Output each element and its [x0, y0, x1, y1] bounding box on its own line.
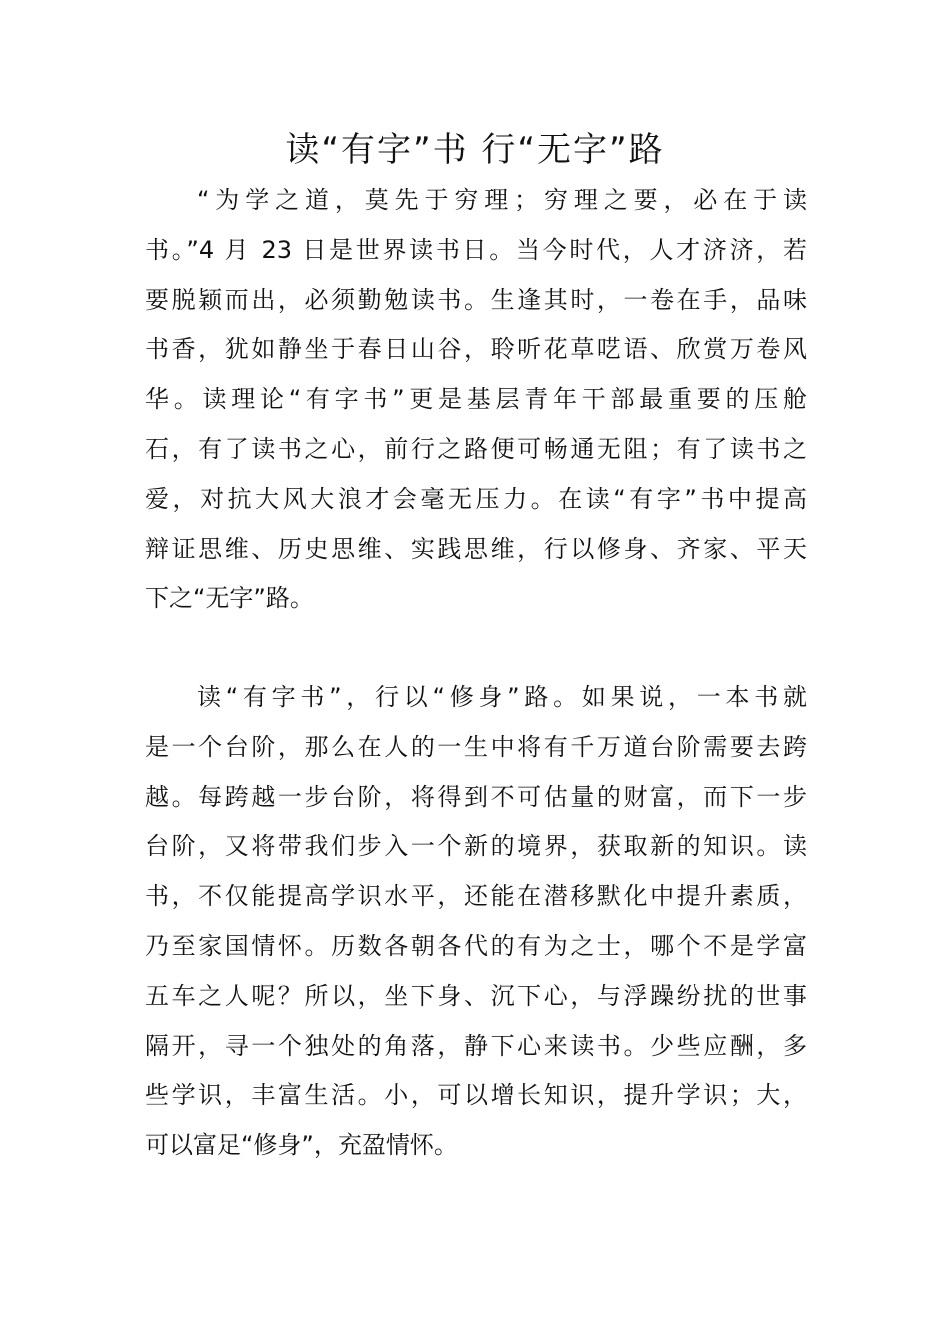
text-line: 爱，对抗大风大浪才会毫无压力。在读“有字”书中提高 — [145, 484, 807, 513]
text-line: 书。”4 月 23 日是世界读书日。当今时代，人才济济，若 — [145, 235, 807, 264]
text-line: 可以富足“修身”，充盈情怀。 — [145, 1131, 458, 1160]
text-line: 下之“无字”路。 — [145, 584, 314, 613]
text-line: 五车之人呢？所以，坐下身、沉下心，与浮躁纷扰的世事 — [145, 981, 807, 1010]
text-line: “为学之道，莫先于穷理；穷理之要，必在于读 — [197, 186, 807, 214]
paragraph-1 — [145, 176, 807, 624]
text-line: 书香，犹如静坐于春日山谷，聆听花草呓语、欣赏万卷风 — [145, 335, 807, 364]
text-line: 书，不仅能提高学识水平，还能在潜移默化中提升素质， — [145, 882, 807, 911]
document-title: 读“有字”书 行“无字”路 — [285, 130, 665, 170]
text-line: 台阶，又将带我们步入一个新的境界，获取新的知识。读 — [145, 832, 807, 861]
paragraph-2 — [145, 673, 807, 1171]
text-line: 乃至家国情怀。历数各朝各代的有为之士，哪个不是学富 — [145, 931, 807, 960]
text-line: 辩证思维、历史思维、实践思维，行以修身、齐家、平天 — [145, 534, 807, 563]
text-line: 读“有字书”，行以“修身”路。如果说，一本书就 — [197, 683, 807, 711]
text-line: 要脱颖而出，必须勤勉读书。生逢其时，一卷在手，品味 — [145, 285, 807, 314]
text-line: 些学识，丰富生活。小，可以增长知识，提升学识；大， — [145, 1081, 807, 1110]
text-line: 越。每跨越一步台阶，将得到不可估量的财富，而下一步 — [145, 782, 807, 811]
text-line: 华。读理论“有字书”更是基层青年干部最重要的压舱 — [145, 385, 807, 414]
text-line: 隔开，寻一个独处的角落，静下心来读书。少些应酬，多 — [145, 1031, 807, 1060]
text-line: 石，有了读书之心，前行之路便可畅通无阻；有了读书之 — [145, 434, 807, 463]
text-line: 是一个台阶，那么在人的一生中将有千万道台阶需要去跨 — [145, 732, 807, 761]
